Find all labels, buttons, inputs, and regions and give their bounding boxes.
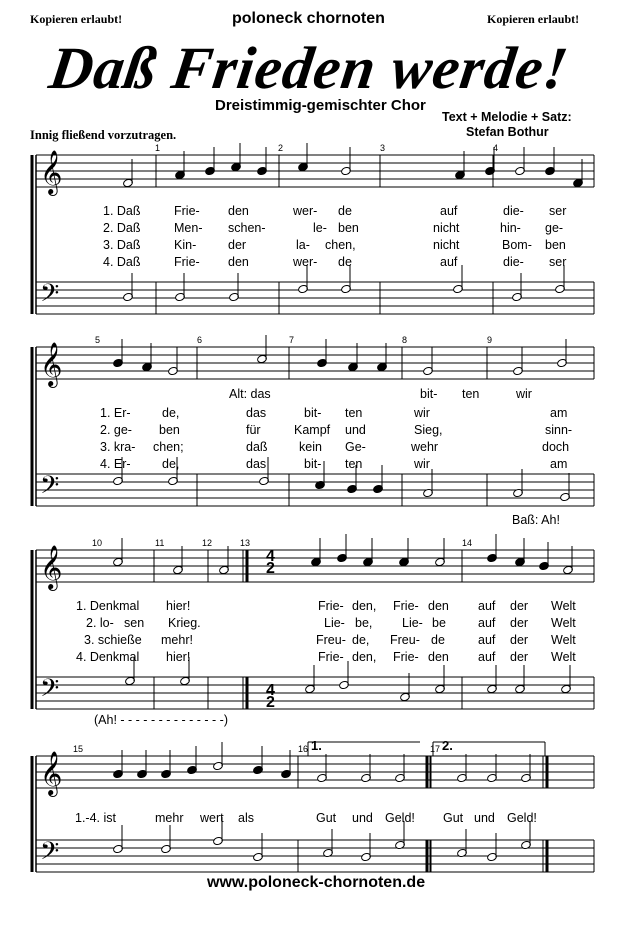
lyric-syllable: 4. Denkmal (76, 650, 140, 664)
credit-line-2: Stefan Bothur (466, 125, 549, 139)
bar-number: 16 (298, 744, 309, 754)
lyric-syllable: le- (313, 221, 327, 235)
lyric-syllable: wir (414, 457, 430, 471)
lyric-syllable: auf (478, 633, 496, 647)
site-name: poloneck chornoten (232, 10, 385, 27)
lyric-syllable: 1. Denkmal (76, 599, 140, 613)
lyric-syllable: Kin- (174, 238, 197, 252)
lyric-syllable: Geld! (385, 811, 415, 825)
alto-word: wir (516, 387, 532, 401)
lyric-syllable: 1.-4. ist (75, 811, 116, 825)
lyric-syllable: Welt (551, 633, 576, 647)
bar-number: 10 (92, 538, 103, 548)
lyric-syllable: de, (162, 406, 180, 420)
lyric-syllable: der (228, 238, 247, 252)
clef-glyph: 𝄢 (40, 279, 60, 314)
lyric-syllable: de (431, 633, 445, 647)
bar-number: 3 (380, 143, 386, 153)
lyric-syllable: Ge- (345, 440, 366, 454)
bar-number: 15 (73, 744, 84, 754)
lyric-syllable: die- (503, 255, 524, 269)
lyric-syllable: den (428, 599, 449, 613)
lyric-syllable: Krieg. (168, 616, 201, 630)
lyric-syllable: ben (338, 221, 359, 235)
subtitle: Dreistimmig-gemischter Chor (215, 97, 426, 114)
lyric-syllable: am (550, 457, 568, 471)
lyric-syllable: der (510, 599, 529, 613)
lyric-syllable: bit- (304, 406, 322, 420)
time-sig-bottom: 2 (266, 694, 275, 711)
lyric-syllable: hier! (166, 650, 191, 664)
clef-glyph: 𝄢 (40, 471, 60, 506)
lyric-syllable: den (428, 650, 449, 664)
clef-glyph: 𝄞 (40, 751, 63, 795)
bass-label: Baß: Ah! (512, 513, 560, 527)
verse-line-4 (0, 255, 630, 271)
lyric-syllable: hin- (500, 221, 521, 235)
clef-glyph: 𝄢 (40, 674, 60, 709)
lyric-syllable: 2. ge- (100, 423, 132, 437)
lyric-syllable: doch (542, 440, 570, 454)
lyric-syllable: nicht (433, 238, 460, 252)
lyric-syllable: 2. lo- (86, 616, 114, 630)
alto-label: Alt: das (229, 387, 271, 401)
bar-number: 6 (197, 335, 203, 345)
lyric-syllable: Welt (551, 650, 576, 664)
lyric-syllable: auf (440, 255, 458, 269)
tempo-marking: Innig fließend vorzutragen. (30, 128, 177, 142)
verse-line-3 (0, 633, 630, 649)
lyric-syllable: ser (549, 204, 567, 218)
lyric-syllable: auf (478, 616, 496, 630)
clef-glyph: 𝄢 (40, 837, 60, 872)
bar-number: 9 (487, 335, 493, 345)
lyric-syllable: nicht (433, 221, 460, 235)
lyric-syllable: 4. Daß (103, 255, 141, 269)
lyric-syllable: mehr! (161, 633, 193, 647)
lyric-syllable: de (338, 204, 352, 218)
lyric-syllable: Bom- (502, 238, 532, 252)
lyric-syllable: schen- (228, 221, 266, 235)
bar-number: 4 (493, 143, 499, 153)
verse-line-4 (0, 457, 630, 473)
verse-line-4 (0, 650, 630, 666)
lyric-syllable: Gut (443, 811, 464, 825)
lyric-syllable: Freu- (316, 633, 346, 647)
lyric-syllable: ten (345, 406, 363, 420)
alto-word: bit- (420, 387, 438, 401)
lyric-syllable: ser (549, 255, 567, 269)
clef-glyph: 𝄞 (40, 150, 63, 194)
lyric-syllable: ten (345, 457, 363, 471)
lyric-syllable: das (246, 406, 267, 420)
lyric-syllable: den (228, 204, 249, 218)
lyric-syllable: 3. schieße (84, 633, 142, 647)
bar-number: 13 (240, 538, 251, 548)
lyric-syllable: Men- (174, 221, 203, 235)
lyric-syllable: de (338, 255, 352, 269)
verse-line-3 (0, 440, 630, 456)
song-title: Daß Frieden werde! (45, 35, 573, 101)
lyric-syllable: Frie- (318, 650, 344, 664)
bar-number: 1 (155, 143, 161, 153)
time-signature-bass (266, 682, 275, 711)
bar-number: 5 (95, 335, 101, 345)
verse-line-3 (0, 238, 630, 254)
bar-number: 17 (430, 744, 441, 754)
bass-ah-label: (Ah! - - - - - - - - - - - - - -) (94, 713, 228, 727)
lyric-syllable: und (345, 423, 366, 437)
verse-line-1 (0, 406, 630, 422)
lyric-syllable: sen (124, 616, 145, 630)
copy-notice-right: Kopieren erlaubt! (487, 12, 580, 26)
lyric-syllable: daß (246, 440, 268, 454)
bar-number: 8 (402, 335, 408, 345)
lyric-syllable: Freu- (390, 633, 420, 647)
lyric-syllable: 1. Er- (100, 406, 131, 420)
lyric-syllable: Welt (551, 599, 576, 613)
lyric-syllable: auf (440, 204, 458, 218)
lyric-syllable: die- (503, 204, 524, 218)
lyric-syllable: Frie- (393, 599, 419, 613)
lyric-syllable: Geld! (507, 811, 537, 825)
lyric-syllable: chen, (325, 238, 356, 252)
lyric-syllable: wehr (411, 440, 439, 454)
lyric-syllable: und (352, 811, 373, 825)
lyric-syllable: 3. kra- (100, 440, 136, 454)
lyric-syllable: Frie- (174, 204, 200, 218)
lyric-syllable: 2. Daß (103, 221, 141, 235)
time-sig-bottom: 2 (266, 560, 275, 577)
verse-line-1 (0, 204, 630, 220)
lyric-syllable: Frie- (174, 255, 200, 269)
bar-number: 12 (202, 538, 213, 548)
verse-line-2 (0, 423, 630, 439)
lyric-syllable: wert (200, 811, 224, 825)
copy-notice-left: Kopieren erlaubt! (30, 12, 123, 26)
credit-line-1: Text + Melodie + Satz: (442, 110, 572, 124)
lyric-syllable: mehr (155, 811, 184, 825)
volta-1-label: 1. (311, 738, 322, 753)
lyric-syllable: als (238, 811, 254, 825)
verse-line-2 (0, 221, 630, 237)
lyric-syllable: de, (162, 457, 180, 471)
clef-glyph: 𝄞 (40, 342, 63, 386)
volta-2-label: 2. (442, 738, 453, 753)
lyric-syllable: am (550, 406, 568, 420)
lyric-syllable: 3. Daß (103, 238, 141, 252)
lyric-syllable: 4. Er- (100, 457, 131, 471)
verse-line-2 (0, 616, 630, 632)
lyric-syllable: Lie- (402, 616, 423, 630)
lyric-syllable: hier! (166, 599, 191, 613)
lyric-syllable: la- (296, 238, 310, 252)
clef-glyph: 𝄞 (40, 545, 63, 589)
lyric-syllable: Kampf (294, 423, 331, 437)
lyric-syllable: der (510, 616, 529, 630)
time-signature-treble (266, 548, 275, 577)
lyric-syllable: Sieg, (414, 423, 443, 437)
bar-number: 14 (462, 538, 473, 548)
lyric-syllable: chen; (153, 440, 184, 454)
verse-line-1 (0, 599, 630, 615)
system4-lyrics (0, 811, 630, 827)
lyric-syllable: Frie- (318, 599, 344, 613)
lyric-syllable: bit- (304, 457, 322, 471)
lyric-syllable: auf (478, 650, 496, 664)
lyric-syllable: de, (352, 633, 370, 647)
lyric-syllable: Gut (316, 811, 337, 825)
lyric-syllable: be (432, 616, 446, 630)
bar-number: 7 (289, 335, 295, 345)
lyric-syllable: den, (352, 650, 377, 664)
lyric-syllable: Lie- (324, 616, 345, 630)
lyric-syllable: der (510, 650, 529, 664)
lyric-syllable: für (246, 423, 261, 437)
lyric-syllable: den (228, 255, 249, 269)
lyric-syllable: Frie- (393, 650, 419, 664)
lyric-syllable: wir (414, 406, 430, 420)
lyric-syllable: den, (352, 599, 377, 613)
lyric-syllable: ben (159, 423, 180, 437)
time-sig-top: 4 (266, 548, 275, 565)
lyric-syllable: wer- (293, 255, 318, 269)
lyric-syllable: sinn- (545, 423, 573, 437)
lyric-syllable: ben (545, 238, 566, 252)
lyric-syllable: be, (355, 616, 373, 630)
lyric-syllable: auf (478, 599, 496, 613)
lyric-syllable: kein (299, 440, 322, 454)
lyric-syllable: wer- (293, 204, 318, 218)
bar-number: 2 (278, 143, 284, 153)
footer-url: www.poloneck-chornoten.de (207, 874, 426, 891)
lyric-syllable: und (474, 811, 495, 825)
lyric-syllable: ge- (545, 221, 564, 235)
alto-word: ten (462, 387, 480, 401)
bar-number: 11 (155, 538, 165, 548)
time-sig-top: 4 (266, 682, 275, 699)
lyric-syllable: der (510, 633, 529, 647)
lyric-syllable: 1. Daß (103, 204, 141, 218)
lyric-syllable: Welt (551, 616, 576, 630)
lyric-syllable: das (246, 457, 267, 471)
